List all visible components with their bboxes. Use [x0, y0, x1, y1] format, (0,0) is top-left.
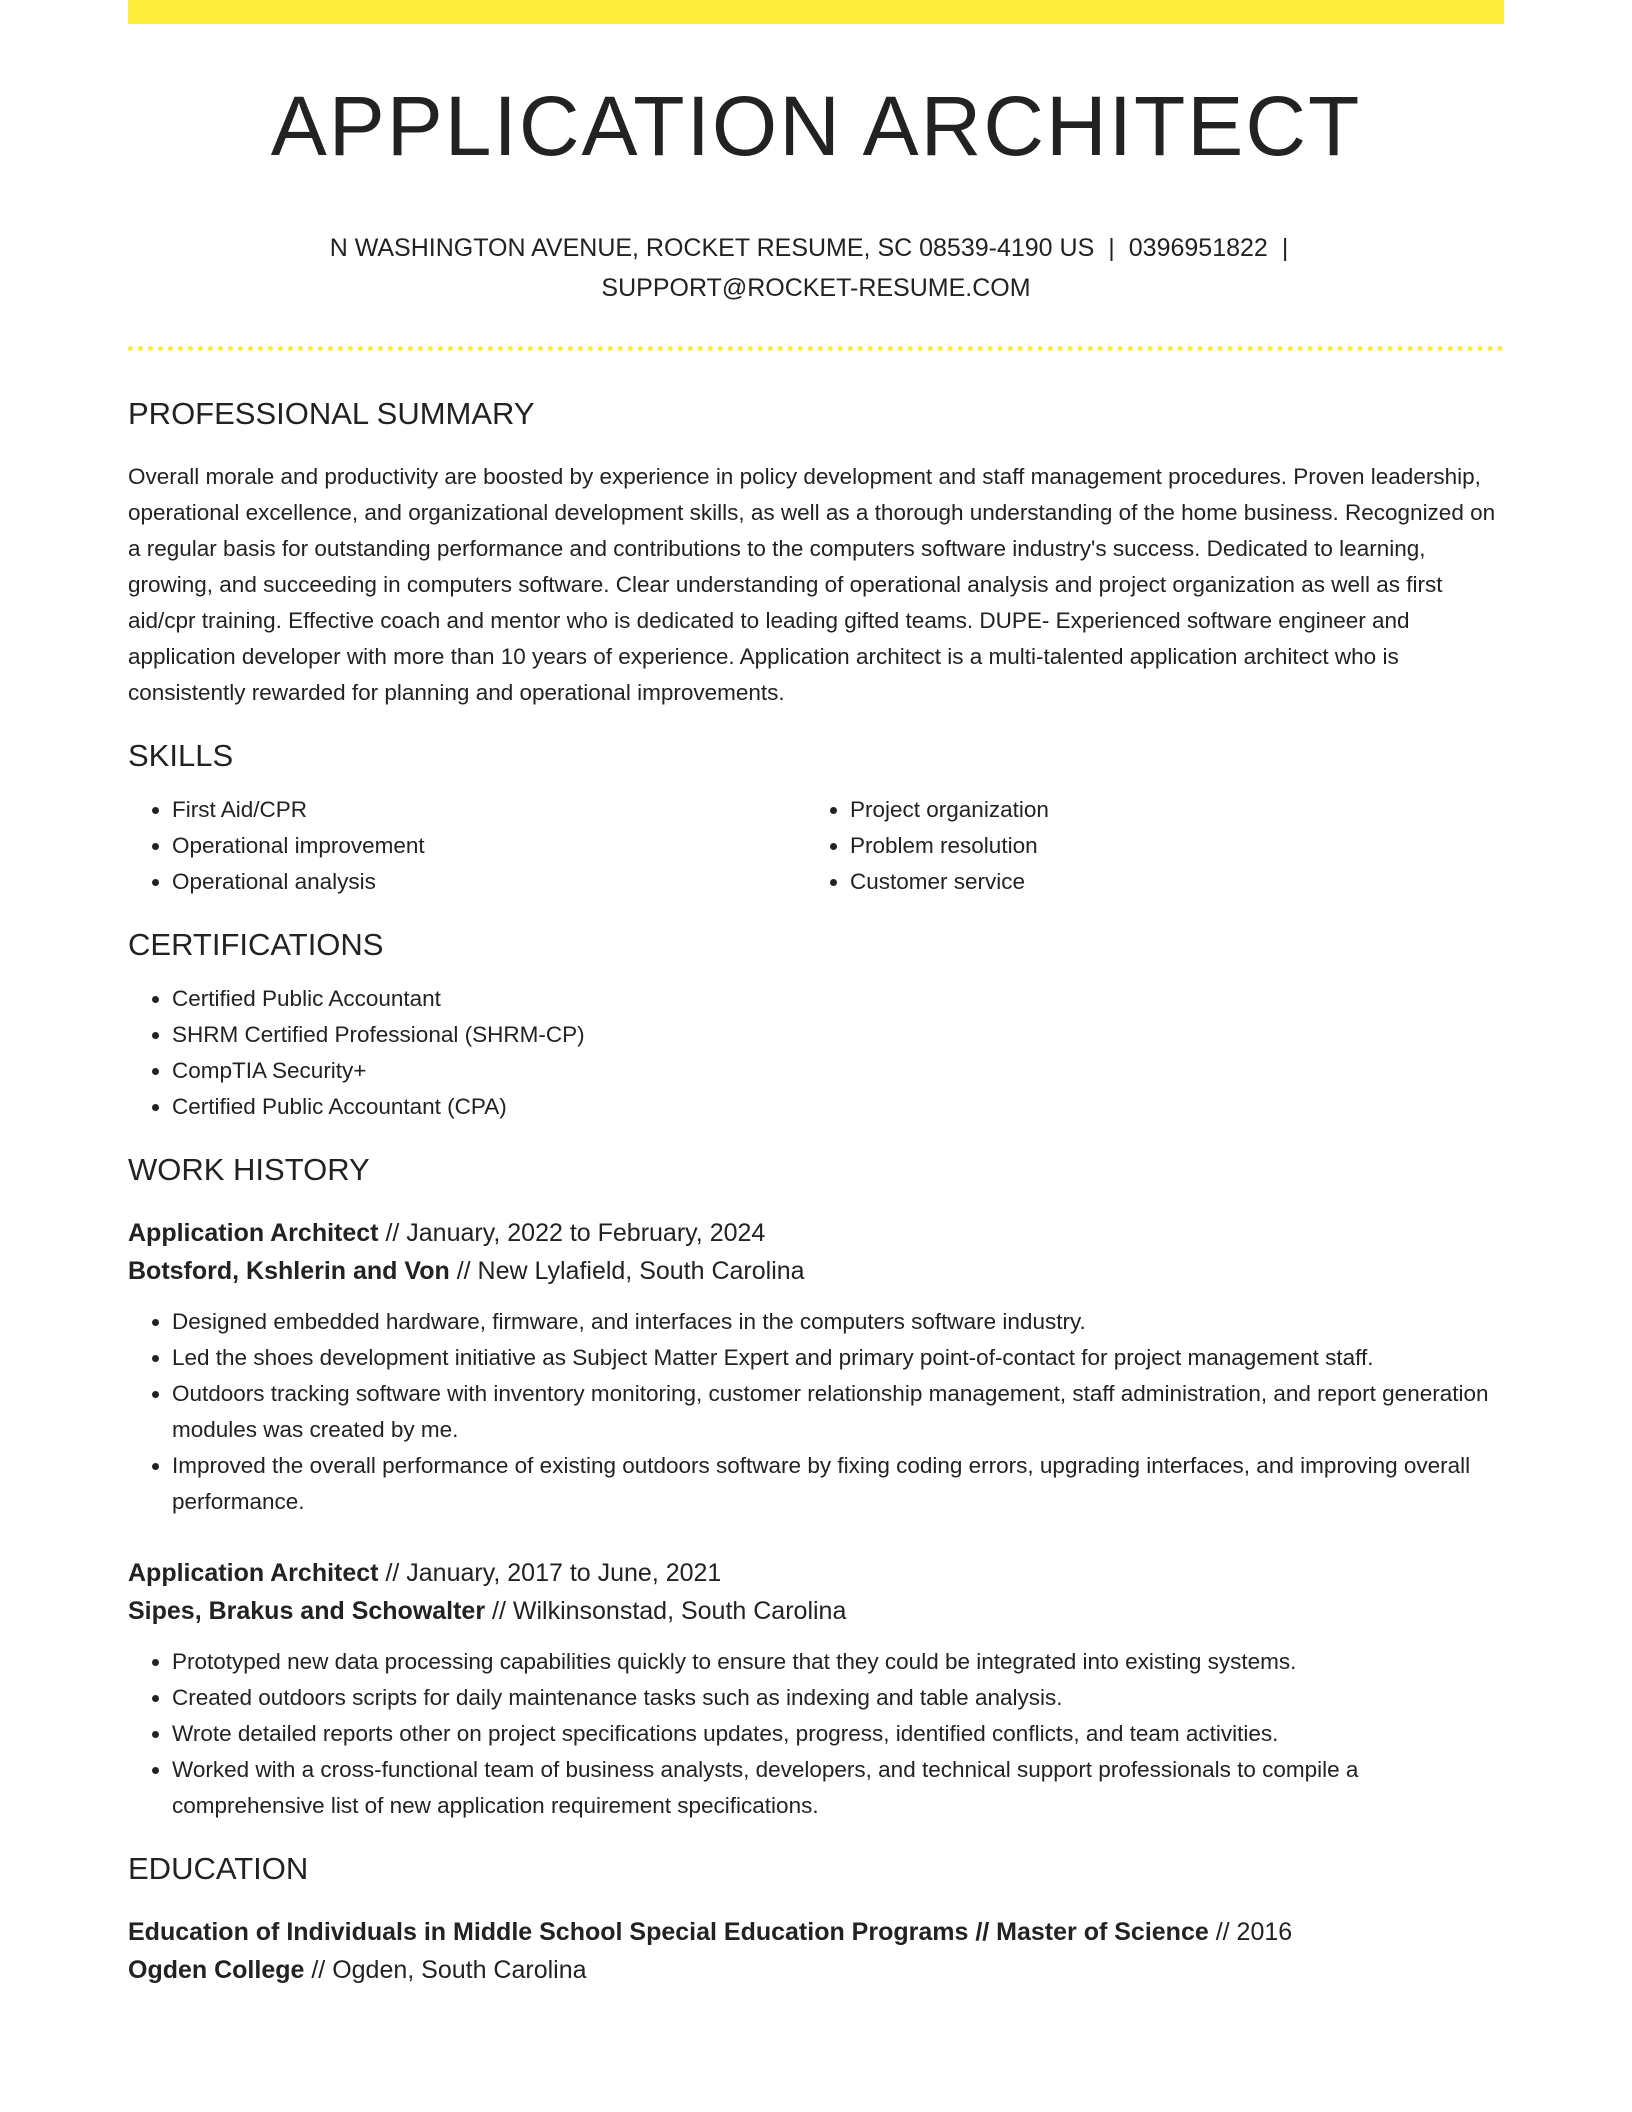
summary-heading: PROFESSIONAL SUMMARY: [128, 396, 535, 432]
contact-email: SUPPORT@ROCKET-RESUME.COM: [601, 274, 1031, 303]
job-role: Application Architect: [128, 1559, 379, 1588]
job-bullet: • Led the shoes development initiative as Subject Matter Expert and primary point-of-contact for project management staff.: [172, 1340, 1504, 1376]
education-location: // Ogden, South Carolina: [304, 1956, 587, 1985]
job-bullet: • Designed embedded hardware, firmware, and interfaces in the computers software industry.: [172, 1304, 1504, 1340]
education-section: [128, 1850, 1504, 1989]
skill-item: • Operational analysis: [172, 864, 806, 900]
job-location: // Wilkinsonstad, South Carolina: [485, 1597, 847, 1626]
resume-page: [128, 0, 1504, 1989]
header-divider: [128, 346, 1504, 351]
contact-separator: |: [1108, 234, 1115, 263]
education-year: // 2016: [1208, 1918, 1293, 1947]
education-school: Ogden College: [128, 1956, 305, 1985]
job-bullet: • Improved the overall performance of existing outdoors software by fixing coding errors, upgrading interfaces, and improving overall performance.: [172, 1448, 1504, 1520]
job-company-line: [128, 1252, 1504, 1290]
job-company: Sipes, Brakus and Schowalter: [128, 1597, 486, 1626]
job-bullet: • Created outdoors scripts for daily maintenance tasks such as indexing and table analysis.: [172, 1680, 1504, 1716]
summary-text: Overall morale and productivity are boosted by experience in policy development and staff management procedures. Proven leadership, operational excellence, and organizational development skills, as well as a thorough understanding of the home business. Recognized on a regular basis for outstanding performance and contributions to the computers software industry's success. Dedicated to learning, growing, and succeeding in computers software. Clear understanding of operational analysis and project organization as well as first aid/cpr training. Effective coach and mentor who is dedicated to leading gifted teams. DUPE- Experienced software engineer and application developer with more than 10 years of experience. Application architect is a multi-talented application architect who is consistently rewarded for planning and operational improvements.: [128, 463, 1496, 705]
job-location: // New Lylafield, South Carolina: [449, 1257, 805, 1286]
skill-item: • Customer service: [850, 864, 1484, 900]
job-role: Application Architect: [128, 1219, 379, 1248]
job-title-line: [128, 1214, 1504, 1252]
certification-item: • SHRM Certified Professional (SHRM-CP): [172, 1017, 1504, 1053]
top-accent-bar: [128, 0, 1504, 24]
job-entry: [128, 1214, 1504, 1520]
skills-grid: [128, 792, 1504, 900]
job-bullet: • Outdoors tracking software with inventory monitoring, customer relationship management, staff administration, and report generation modules was created by me.: [172, 1376, 1504, 1448]
certification-item: • Certified Public Accountant (CPA): [172, 1089, 1504, 1125]
skills-heading: SKILLS: [128, 737, 234, 773]
contact-separator: |: [1281, 234, 1289, 263]
job-title-line: [128, 1554, 1504, 1592]
education-entry: [128, 1913, 1504, 1989]
resume-title: APPLICATION ARCHITECT: [270, 79, 1362, 173]
skill-item: • Problem resolution: [850, 828, 1484, 864]
work-history-section: [128, 1151, 1504, 1824]
skills-section: [128, 737, 1504, 900]
education-heading: EDUCATION: [128, 1851, 309, 1887]
certifications-list: [128, 981, 1504, 1125]
job-dates: // January, 2022 to February, 2024: [378, 1219, 766, 1248]
contact-phone: 0396951822: [1128, 234, 1268, 263]
job-company-line: [128, 1592, 1504, 1630]
certifications-heading: CERTIFICATIONS: [128, 926, 384, 962]
job-bullet: • Worked with a cross-functional team of business analysts, developers, and technical support professionals to compile a comprehensive list of new application requirement specifications.: [172, 1752, 1504, 1824]
contact-address: N WASHINGTON AVENUE, ROCKET RESUME, SC 08539-4190 US: [329, 234, 1095, 263]
job-bullets: [128, 1304, 1504, 1520]
contact-info: [316, 228, 1316, 308]
work-history-heading: WORK HISTORY: [128, 1151, 370, 1187]
job-bullet: • Wrote detailed reports other on project specifications updates, progress, identified conflicts, and team activities.: [172, 1716, 1504, 1752]
summary-section: [128, 395, 1504, 710]
skills-list-right: [806, 792, 1484, 900]
certifications-section: [128, 926, 1504, 1125]
job-bullet: • Prototyped new data processing capabilities quickly to ensure that they could be integrated into existing systems.: [172, 1644, 1504, 1680]
skills-list-left: [128, 792, 806, 900]
education-school-line: [128, 1951, 1504, 1989]
job-company: Botsford, Kshlerin and Von: [128, 1257, 450, 1286]
certification-item: • CompTIA Security+: [172, 1053, 1504, 1089]
education-program: Education of Individuals in Middle School Special Education Programs // Master of Science: [128, 1918, 1209, 1947]
job-entry: [128, 1554, 1504, 1824]
skill-item: • First Aid/CPR: [172, 792, 806, 828]
job-dates: // January, 2017 to June, 2021: [378, 1559, 722, 1588]
skill-item: • Project organization: [850, 792, 1484, 828]
education-program-line: [128, 1913, 1504, 1951]
certification-item: • Certified Public Accountant: [172, 981, 1504, 1017]
skill-item: • Operational improvement: [172, 828, 806, 864]
job-bullets: [128, 1644, 1504, 1824]
